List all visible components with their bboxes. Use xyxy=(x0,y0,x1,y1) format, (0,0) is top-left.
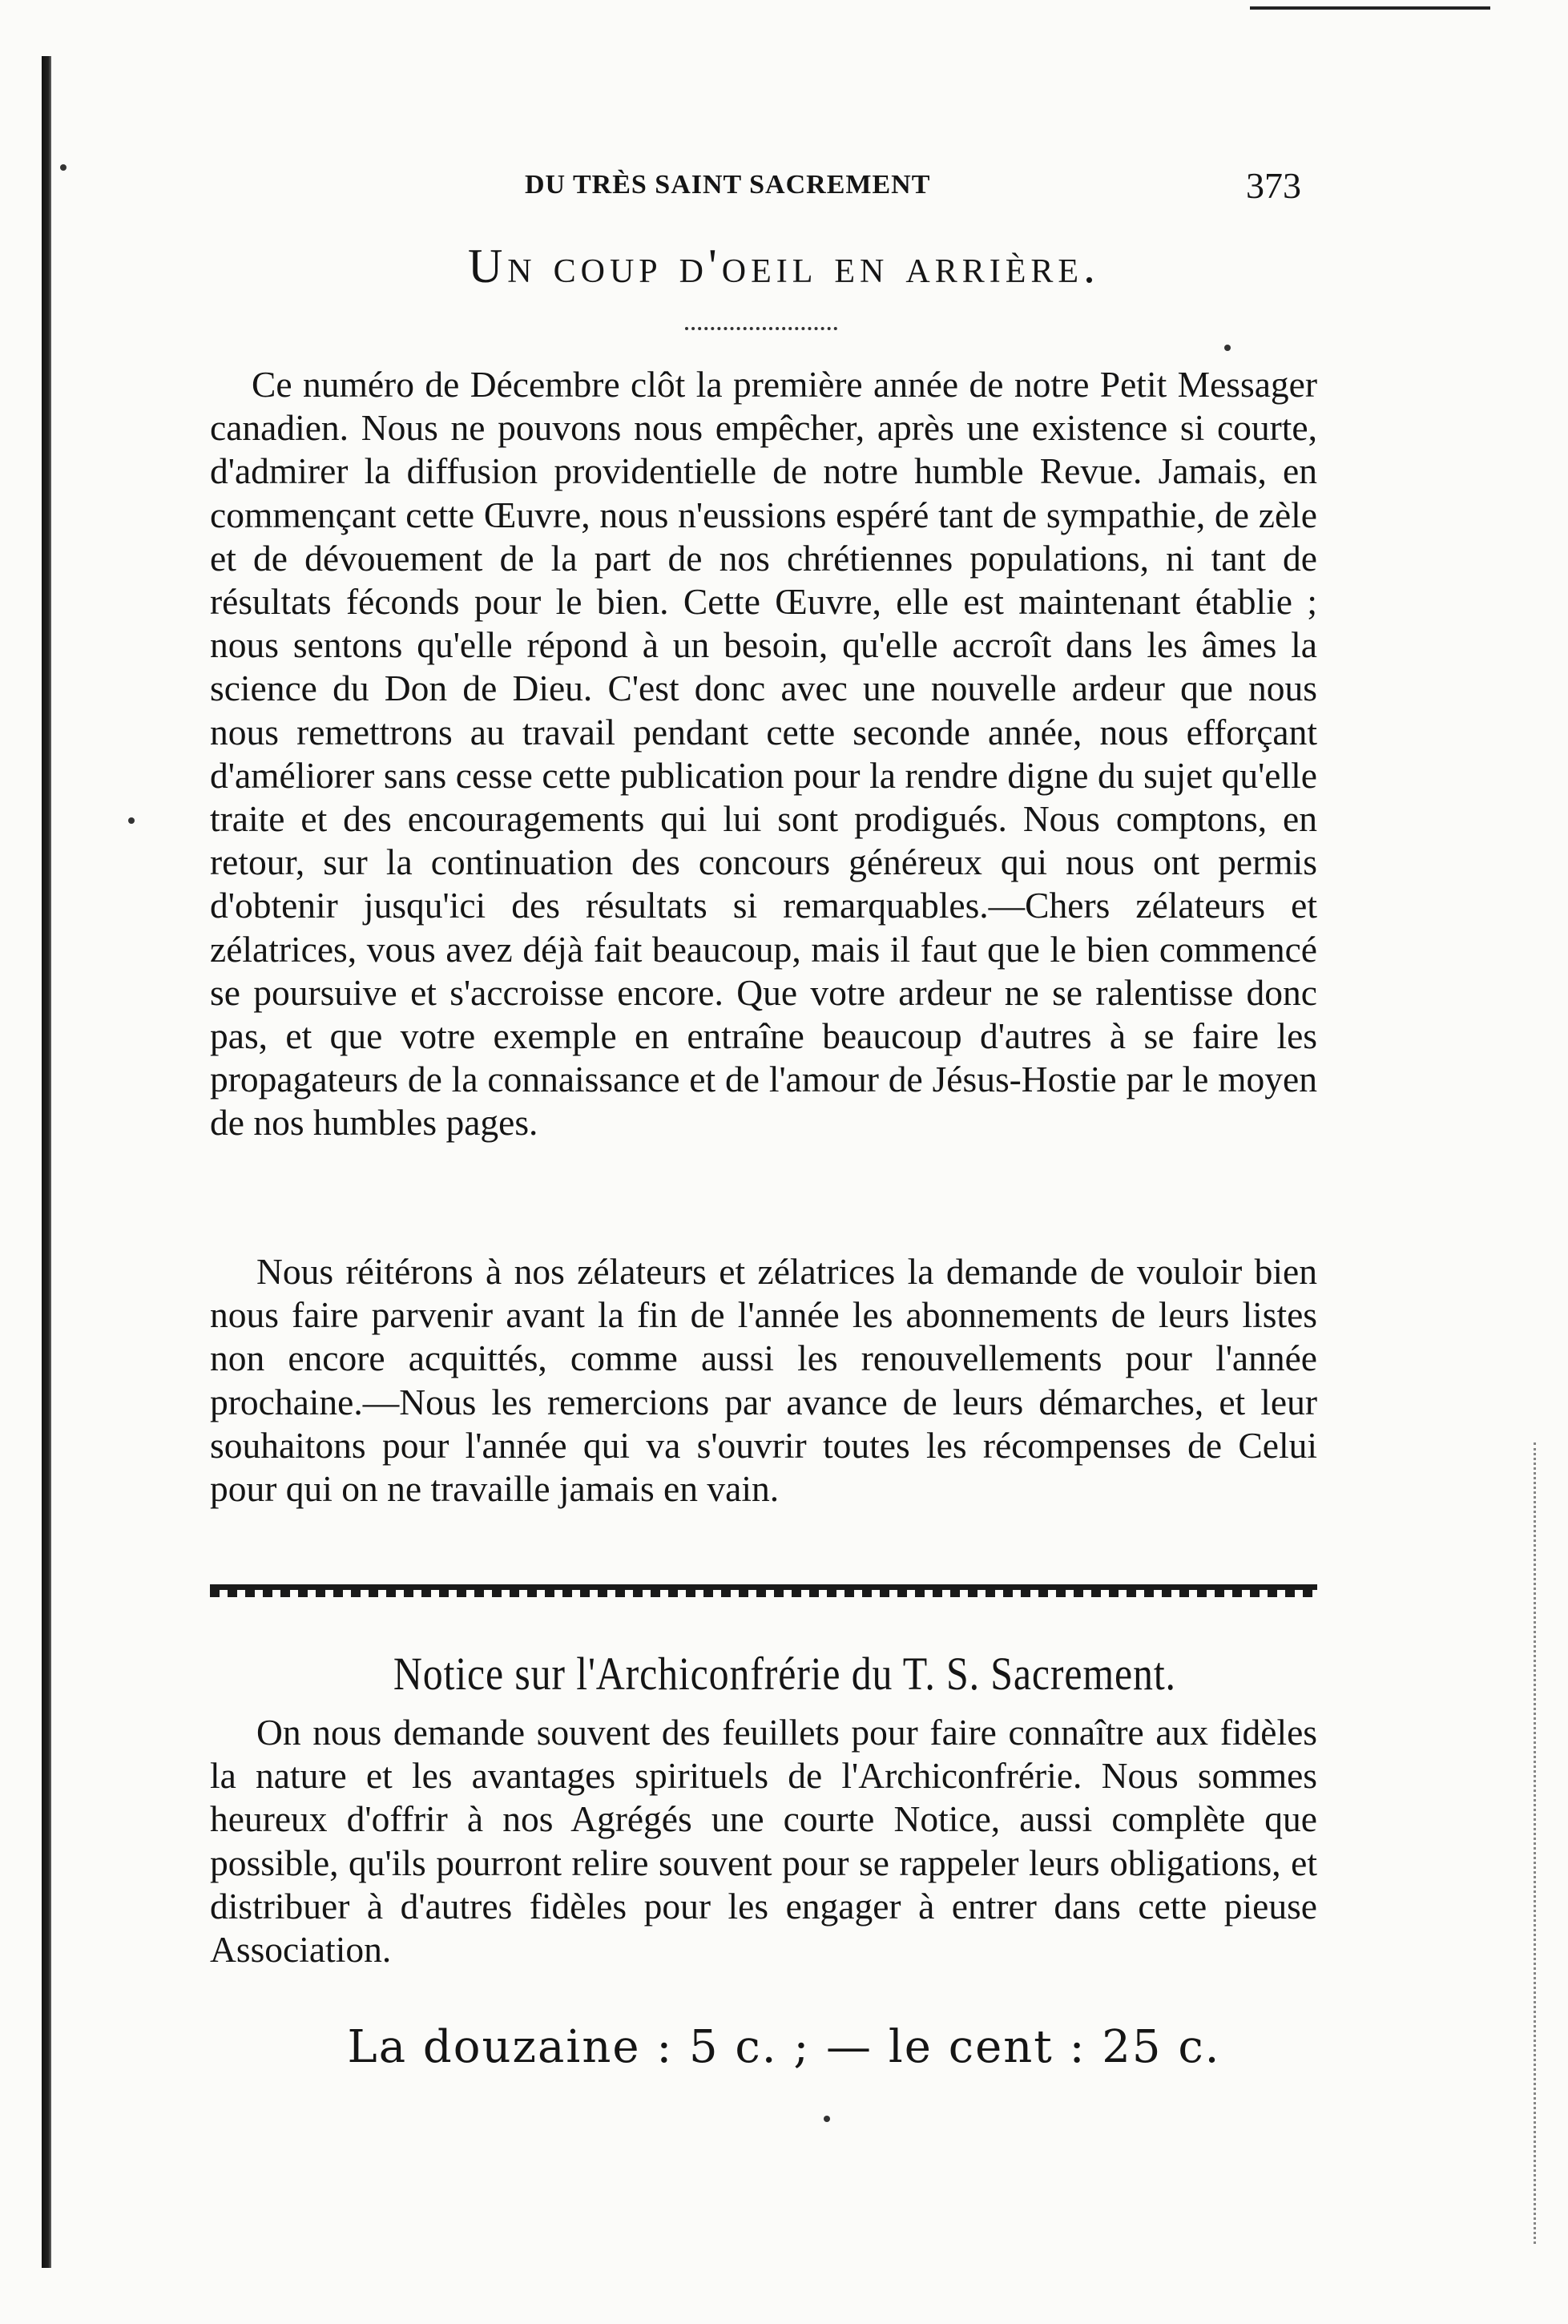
scan-speck xyxy=(60,164,67,171)
scan-speck xyxy=(128,817,135,824)
section-title: Un coup d'oeil en arrière. xyxy=(467,240,1101,293)
price-line: La douzaine : 5 c. ; — le cent : 25 c. xyxy=(347,2021,1221,2073)
paragraph-intro: Ce numéro de Décembre clôt la première année de notre Petit Messager canadien. Nous ne pouvons nous empêcher, après une existence si courte, d'admirer la diffusion providentielle de notre humble Revue. Jamais, en commençant cette Œuvre, nous n'eussions espéré tant de sympathie, de zèle et de dévouement de la part de nos chrétiennes populations, ni tant de résultats féconds pour le bien. Cette Œuvre, elle est maintenant établie ; nous sentons qu'elle répond à un besoin, qu'elle accroît dans les âmes la science du Don de Dieu. C'est donc avec une nouvelle ardeur que nous nous remettrons au travail pendant cette seconde année, nous efforçant d'améliorer sans cesse cette publication pour la rendre digne du sujet qu'elle traite et des encouragements qui lui sont prodigués. Nous comptons, en retour, sur la continuation des concours généreux qui nous ont permis d'obtenir jusqu'ici des résultats si remarquables.—Chers zélateurs et zélatrices, vous avez déjà fait beaucoup, mais il faut que le bien commencé se poursuive et s'accroisse encore. Que votre ardeur ne se ralentisse donc pas, et que votre exemple en entraîne beaucoup d'autres à se faire les propagateurs de la connaissance et de l'amour de Jésus-Hostie par le moyen de nos humbles pages. xyxy=(210,364,1317,1144)
paragraph-notice: On nous demande souvent des feuillets pour faire connaître aux fidèles la nature et les avantages spirituels de l'Archiconfrérie. Nous sommes heureux d'offrir à nos Agrégés une courte Notice, aussi complète que possible, qu'ils pourront relire souvent pour se rappeler leurs obligations, et distribuer à d'autres fidèles pour les engager à entrer dans cette pieuse Association. xyxy=(210,1712,1317,1971)
scan-speck xyxy=(1224,345,1231,351)
notice-title: Notice sur l'Archiconfrérie du T. S. Sacrement. xyxy=(393,1648,1176,1700)
page-number: 373 xyxy=(1246,165,1301,206)
scan-top-rule xyxy=(1250,6,1490,10)
paragraph-request: Nous réitérons à nos zélateurs et zélatrices la demande de vouloir bien nous faire parvenir avant la fin de l'année les abonnements de leurs listes non encore acquittés, comme aussi les renouvellements pour l'année prochaine.—Nous les remercions par avance de leurs démarches, et leur souhaitons pour l'année qui va s'ouvrir toutes les récompenses de Celui pour qui on ne travaille jamais en vain. xyxy=(210,1251,1317,1510)
ornamental-divider xyxy=(210,1584,1317,1597)
ornament-rule xyxy=(685,319,837,330)
page-binding-edge xyxy=(42,56,51,2268)
scan-edge-marks xyxy=(1526,1442,1536,2244)
scan-speck xyxy=(824,2116,830,2122)
running-head: DU TRÈS SAINT SACREMENT xyxy=(525,170,931,200)
